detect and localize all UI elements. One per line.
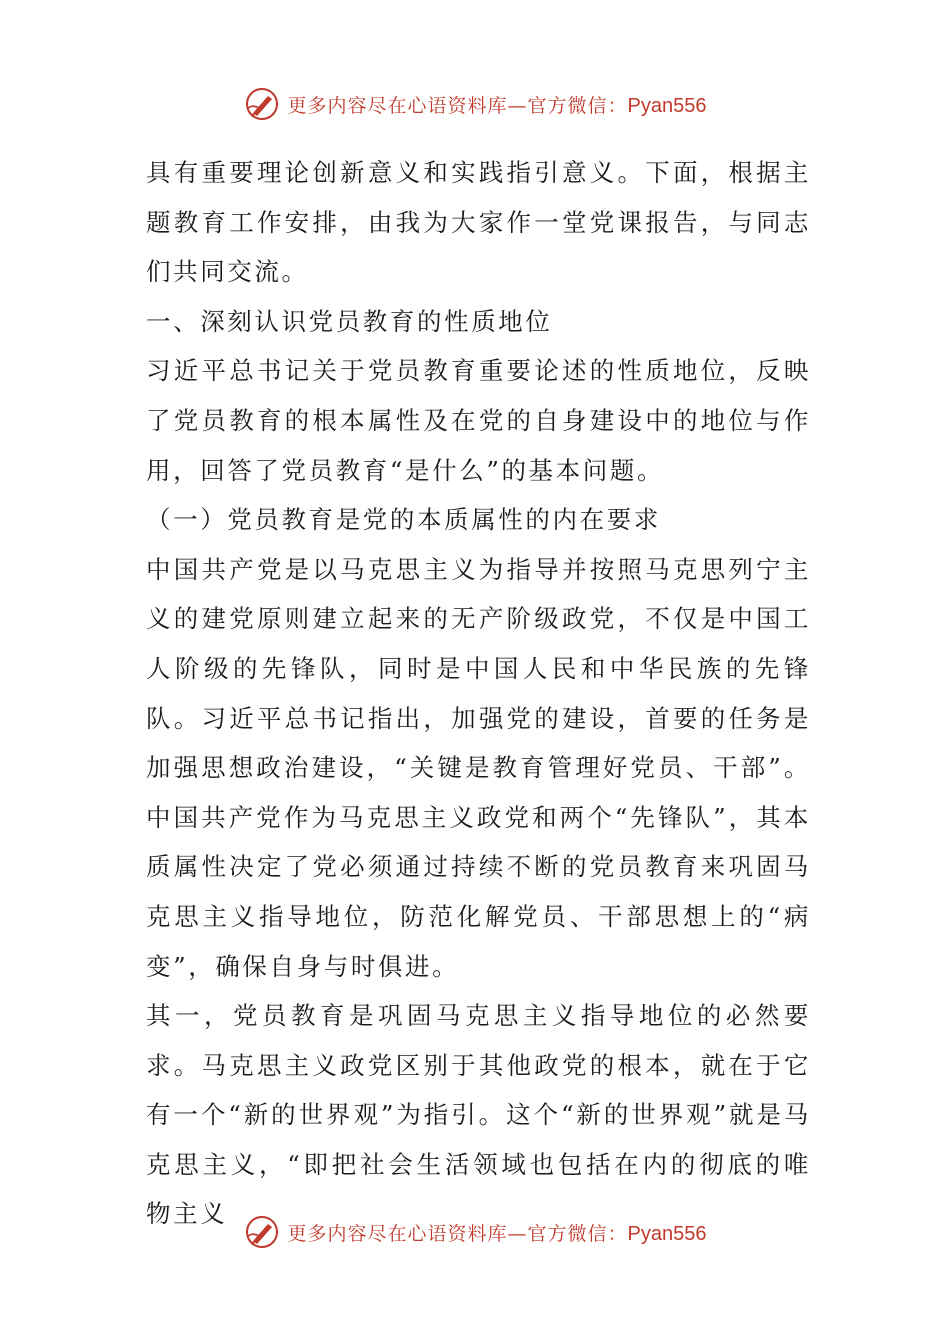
paragraph-subsection-1: 中国共产党是以马克思主义为指导并按照马克思列宁主义的建党原则建立起来的无产阶级政党，不仅是中国工人阶级的先锋队，同时是中国人民和中华民族的先锋队。习近平总书记指出，加强党的建设，首要的任务是加强思想政治建设，“关键是教育管理好党员、干部”。中国共产党作为马克思主义政党和两个“先锋队”，其本质属性决定了党必须通过持续不断的党员教育来巩固马克思主义指导地位，防范化解党员、干部思想上的“病变”，确保自身与时俱进。 xyxy=(146,554,811,981)
banner-text: 更多内容尽在心语资料库—官方微信：Pyan556 xyxy=(287,1222,707,1245)
banner-text: 更多内容尽在心语资料库—官方微信：Pyan556 xyxy=(287,94,707,117)
pen-logo-icon xyxy=(244,1214,280,1250)
paragraph-section-1: 习近平总书记关于党员教育重要论述的性质地位，反映了党员教育的根本属性及在党的自身建设中的地位与作用，回答了党员教育“是什么”的基本问题。 xyxy=(146,356,811,485)
header-watermark-banner xyxy=(0,84,950,124)
document-body xyxy=(146,148,811,1239)
paragraph-point-1: 其一，党员教育是巩固马克思主义指导地位的必然要求。马克思主义政党区别于其他政党的根本，就在于它有一个“新的世界观”为指引。这个“新的世界观”就是马克思主义，“即把社会生活领域也包括在内的彻底的唯物主义 xyxy=(146,1001,811,1229)
footer-watermark-banner xyxy=(0,1212,950,1252)
subsection-heading-1: （一）党员教育是党的本质属性的内在要求 xyxy=(146,505,661,535)
paragraph-intro: 具有重要理论创新意义和实践指引意义。下面，根据主题教育工作安排，由我为大家作一堂党课报告，与同志们共同交流。 xyxy=(146,158,811,287)
pen-logo-icon xyxy=(244,86,280,122)
section-heading-1: 一、深刻认识党员教育的性质地位 xyxy=(146,306,553,336)
